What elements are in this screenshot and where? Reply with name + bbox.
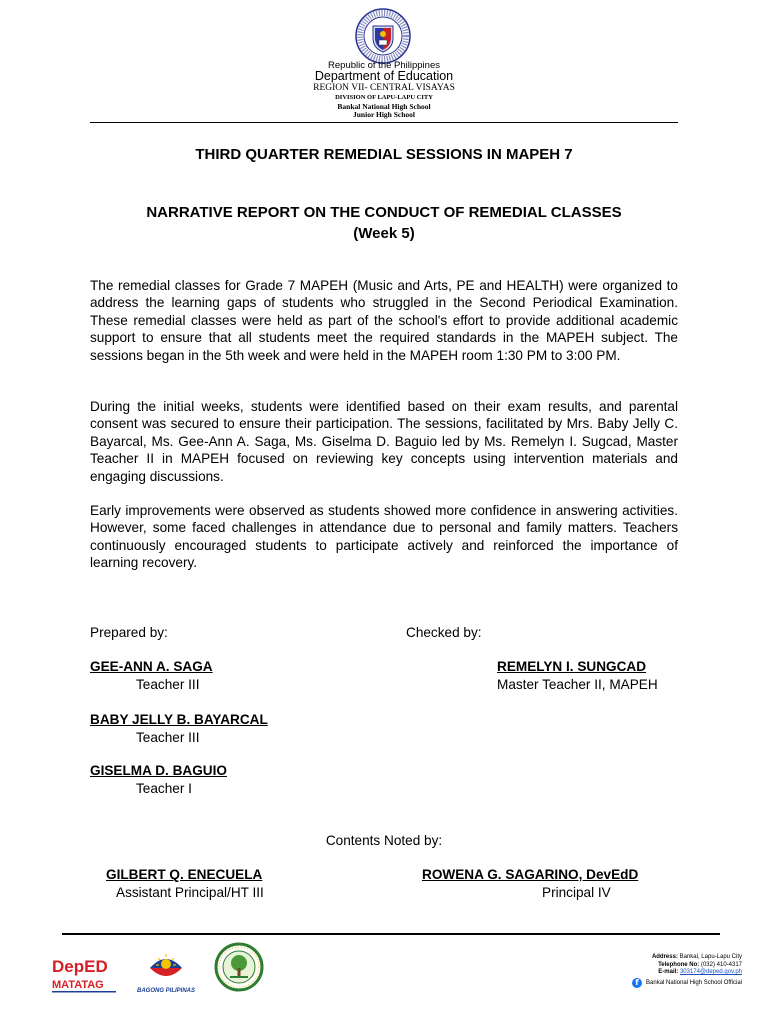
header-region: REGION VII- CENTRAL VISAYAS	[313, 83, 455, 93]
noter-name: ROWENA G. SAGARINO, DevEdD	[422, 867, 639, 882]
signatory-position: Teacher III	[136, 730, 200, 745]
logo-text-matatag: MATATAG	[52, 979, 104, 991]
email-link[interactable]: 303174@deped.gov.ph	[679, 969, 742, 976]
document-title: THIRD QUARTER REMEDIAL SESSIONS IN MAPEH 7	[195, 146, 573, 163]
noted-by-label: Contents Noted by:	[325, 833, 443, 848]
report-week: (Week 5)	[353, 225, 415, 242]
facebook-page[interactable]	[632, 978, 742, 988]
address-label: Address:	[651, 954, 678, 960]
telephone-label: Telephone No:	[658, 961, 700, 968]
body-paragraph-1: The remedial classes for Grade 7 MAPEH (Music and Arts, PE and HEALTH) were organized to address the learning gaps of students who struggled in the Second Periodical Examination. These remedial classes were held as part of the school's effort to provide additional academic support to ensure that all students meet the required standards in the MAPEH subject. The sessions began in the 5th week and were held in the MAPEH room 1:30 PM to 3:00 PM.	[90, 278, 678, 363]
logo-text-bagong: BAGONG PILIPINAS	[136, 988, 196, 994]
header-department: Department of Education	[314, 69, 454, 83]
bagong-pilipinas-logo	[134, 946, 198, 996]
checker-position: Master Teacher II, MAPEH	[497, 677, 658, 692]
telephone-value: (032) 410-4317	[700, 961, 742, 968]
header-level: Junior High School	[353, 110, 415, 119]
body-paragraph-3: Early improvements were observed as students showed more confidence in answering activities. However, some faced challenges in attendance due to personal and family matters. Teachers continuously encouraged students to participate actively and reinforced the importance of learning recovery.	[90, 503, 678, 571]
noter-name: GILBERT Q. ENECUELA	[106, 867, 263, 882]
body-paragraph-2: During the initial weeks, students were identified based on their exam results, and parental consent was secured to ensure their participation. The sessions, facilitated by Mrs. Baby Jelly C. Bayarcal, Ms. Gee-Ann A. Saga, Ms. Giselma D. Baguio led by Ms. Remelyn I. Sugcad, Master Teacher II in MAPEH focused on reviewing key concepts using intervention materials and engaging discussions.	[90, 399, 678, 484]
checker-name: REMELYN I. SUNGCAD	[497, 659, 647, 674]
address-value: Bankal, Lapu-Lapu City	[679, 954, 742, 960]
noter-position: Assistant Principal/HT III	[116, 885, 264, 900]
noter-position: Principal IV	[542, 885, 611, 900]
header-division: DIVISION OF LAPU-LAPU CITY	[335, 94, 433, 101]
checked-by-label: Checked by:	[406, 625, 482, 640]
header-divider	[90, 122, 678, 123]
report-title: NARRATIVE REPORT ON THE CONDUCT OF REMEDIAL CLASSES	[146, 204, 622, 221]
header-republic: Republic of the Philippines	[328, 60, 440, 71]
signatory-name: BABY JELLY B. BAYARCAL	[90, 712, 268, 727]
signatory-position: Teacher I	[136, 781, 192, 796]
facebook-icon: f	[632, 978, 642, 988]
prepared-by-label: Prepared by:	[90, 625, 168, 640]
deped-matatag-logo	[52, 955, 122, 995]
facebook-page-name: Bankal National High School Official	[646, 980, 742, 986]
email-label: E-mail:	[658, 969, 679, 976]
logo-text-deped: DepED	[52, 957, 108, 976]
signatory-name: GISELMA D. BAGUIO	[90, 763, 227, 778]
school-seal-logo	[210, 942, 268, 992]
footer-divider	[62, 933, 720, 935]
signatory-position: Teacher III	[136, 677, 200, 692]
signatory-name: GEE-ANN A. SAGA	[90, 659, 213, 674]
header-school: Bankal National High School	[337, 102, 431, 111]
contact-info	[652, 954, 742, 977]
deped-seal-logo	[355, 8, 411, 64]
